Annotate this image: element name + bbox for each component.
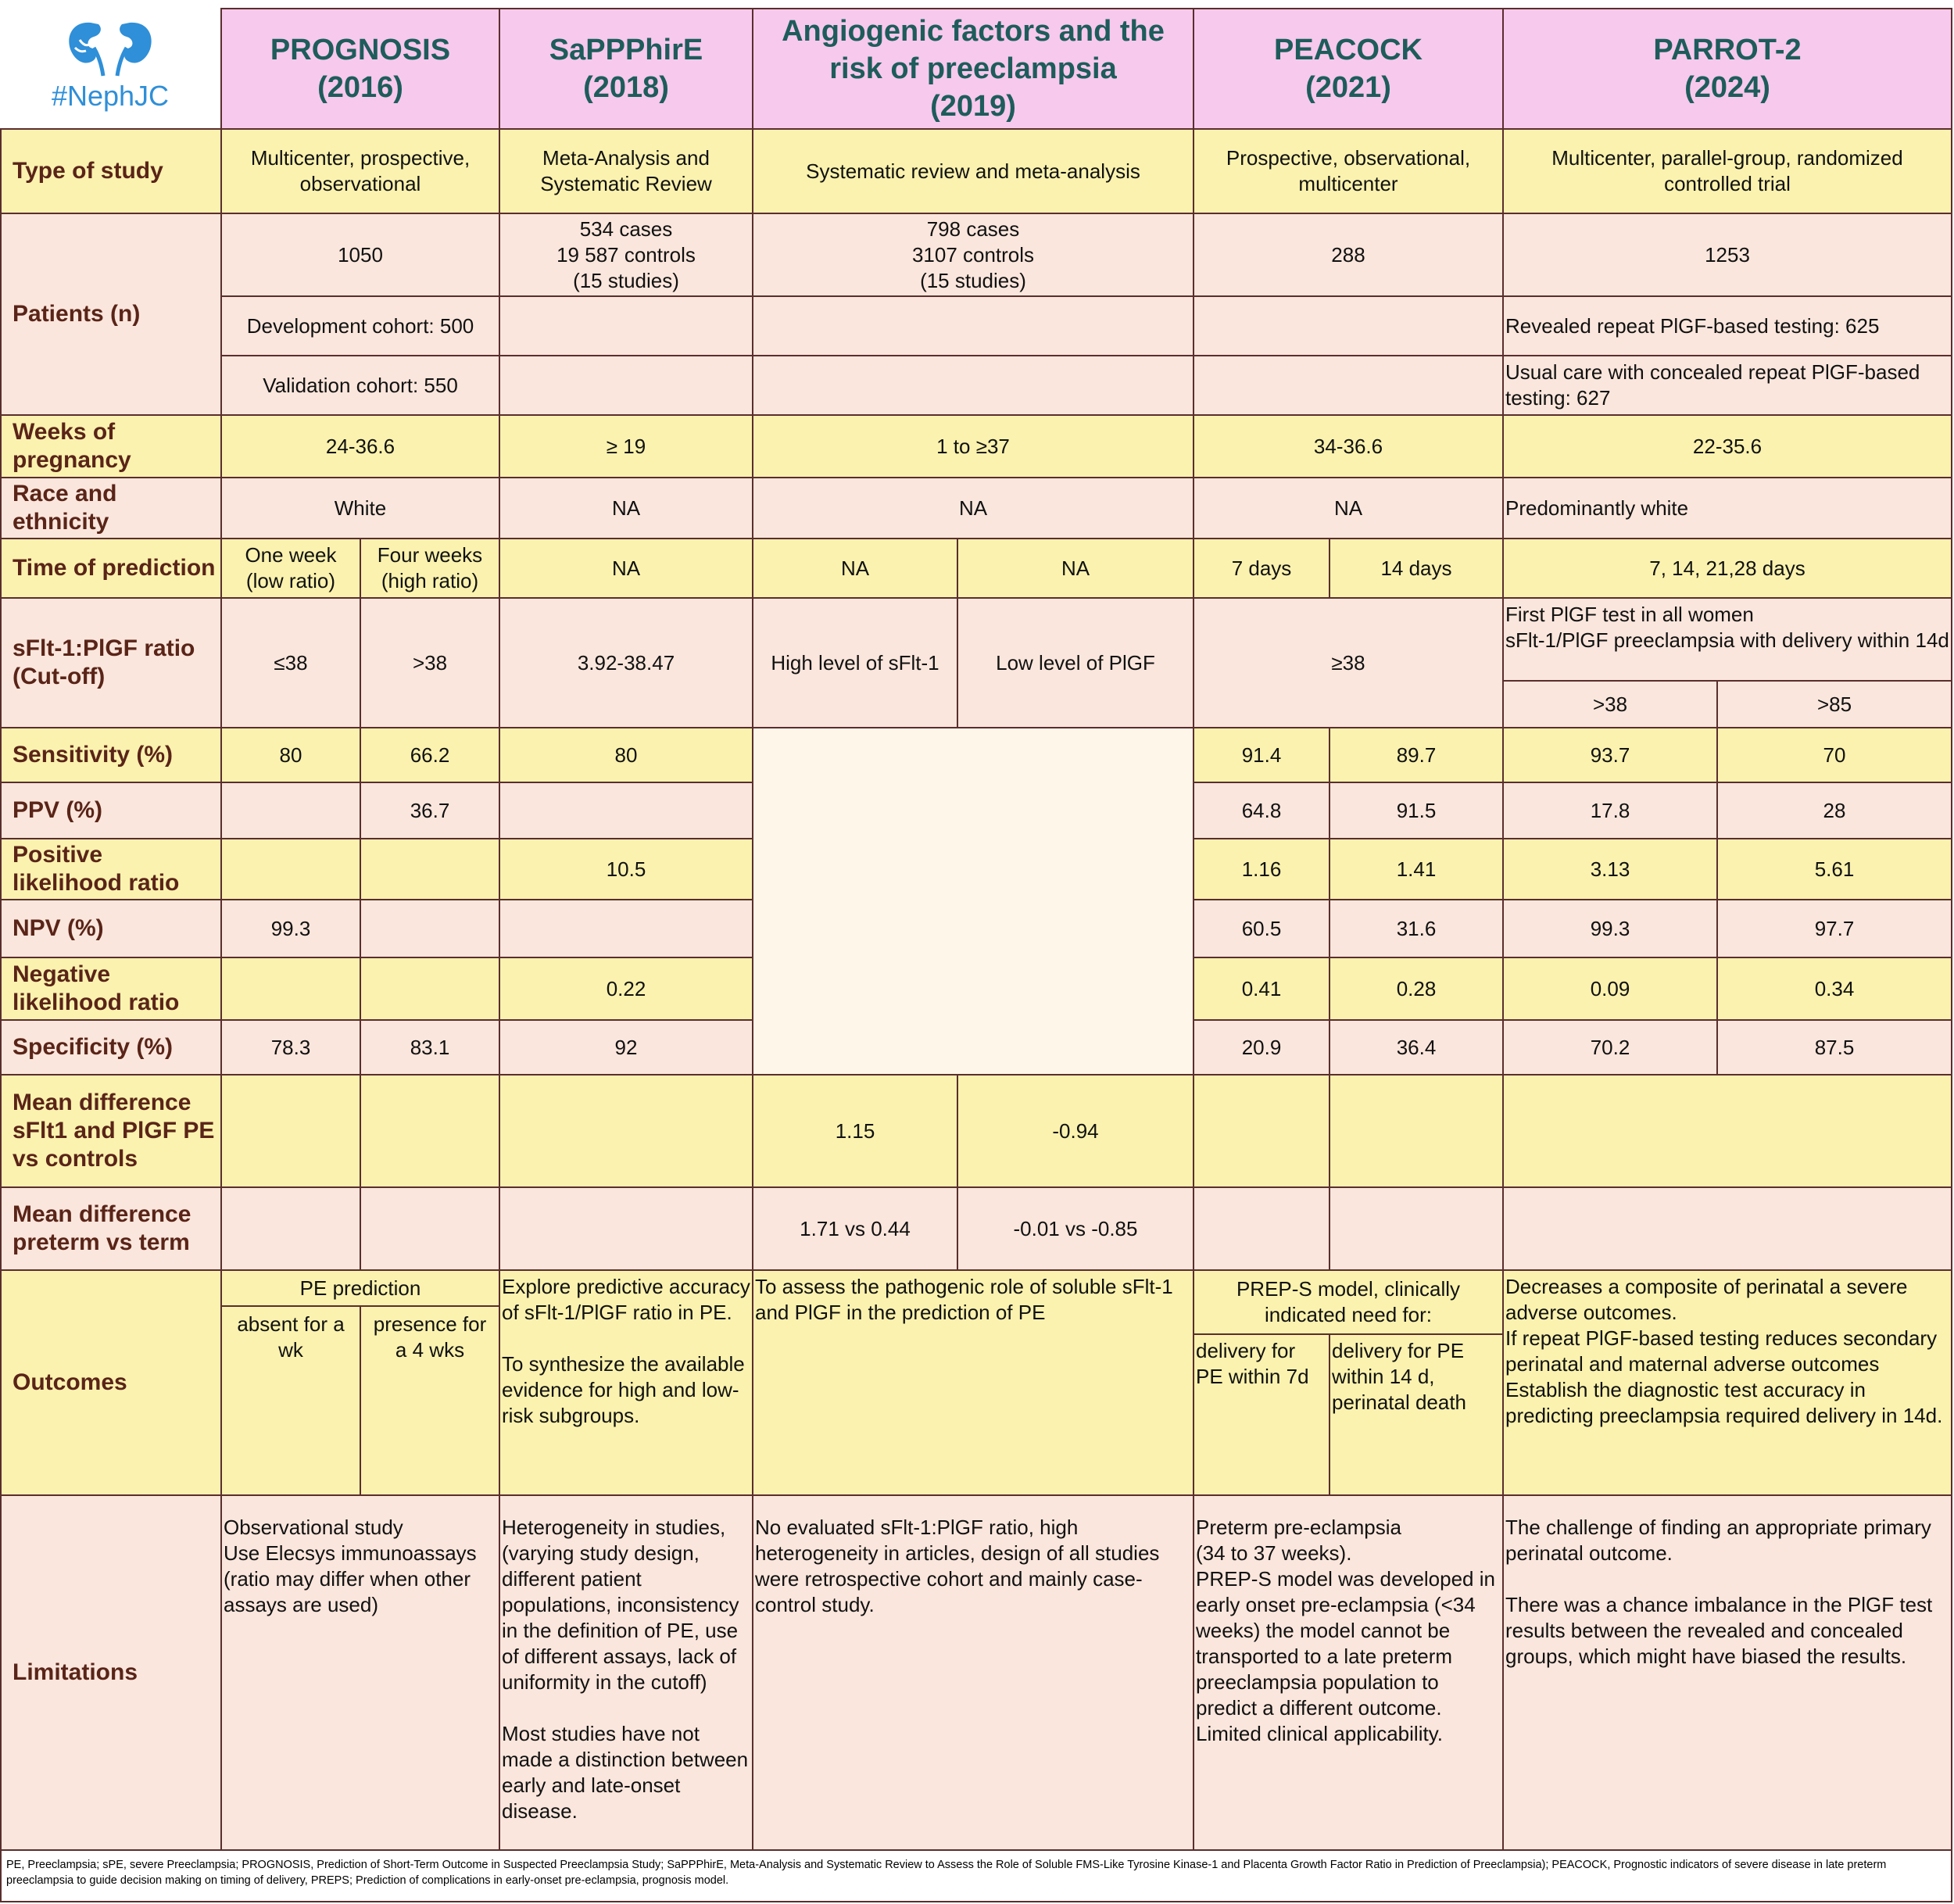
race-angiogenic: NA (752, 477, 1194, 539)
header-angiogenic: Angiogenic factors and the risk of preeclampsia (2019) (752, 8, 1194, 130)
kidney-icon (52, 16, 169, 79)
angiogenic-blank-block (752, 727, 1194, 1075)
ppv-sapphire (499, 782, 753, 839)
limitations-peacock: Preterm pre-eclampsia (34 to 37 weeks). PREP-S model was developed in early onset pre-eclampsia (<34 weeks) the model cannot be transported to a late preterm preeclampsia population to predict a different outcome. Limited clinical applicability. (1193, 1494, 1504, 1851)
race-parrot: Predominantly white (1502, 477, 1952, 539)
patients-val-cohort: Validation cohort: 550 (220, 355, 500, 416)
plr-parrot-b: 5.61 (1716, 838, 1952, 900)
spec-parrot-a: 70.2 (1502, 1019, 1718, 1075)
npv-peacock-b: 31.6 (1329, 899, 1504, 958)
sens-peacock-b: 89.7 (1329, 727, 1504, 783)
nlr-parrot-b: 0.34 (1716, 957, 1952, 1021)
npv-parrot-a: 99.3 (1502, 899, 1718, 958)
sens-prognosis-a: 80 (220, 727, 361, 783)
header-prognosis: PROGNOSIS (2016) (220, 8, 500, 130)
mdiff-angiogenic-a: 1.15 (752, 1074, 958, 1188)
nlr-peacock-b: 0.28 (1329, 957, 1504, 1021)
nlr-prognosis-b (360, 957, 500, 1021)
ratio-parrot-a: >38 (1502, 680, 1718, 728)
header-peacock: PEACOCK (2021) (1193, 8, 1504, 130)
nlr-parrot-a: 0.09 (1502, 957, 1718, 1021)
npv-peacock-a: 60.5 (1193, 899, 1330, 958)
mterm-prognosis-b (360, 1186, 500, 1271)
nlr-peacock-a: 0.41 (1193, 957, 1330, 1021)
label-nlr: Negative likelihood ratio (0, 957, 222, 1021)
patients-prognosis: 1050 (220, 213, 500, 297)
mdiff-angiogenic-b: -0.94 (957, 1074, 1194, 1188)
ppv-peacock-a: 64.8 (1193, 782, 1330, 839)
limitations-sapphire: Heterogeneity in studies, (varying study design, different patient populations, inconsistency in the definition of PE, use of different assays, lack of uniformity in the cutoff) Most studies have not made a distinction between early and late-onset disease. (499, 1494, 753, 1851)
patients-empty (1193, 355, 1504, 416)
time-peacock-b: 14 days (1329, 538, 1504, 599)
outcomes-prognosis-b: presence for a 4 wks (360, 1305, 500, 1496)
ppv-prognosis-b: 36.7 (360, 782, 500, 839)
outcomes-peacock-header: PREP-S model, clinically indicated need for: (1193, 1269, 1504, 1335)
limitations-parrot: The challenge of finding an appropriate primary perinatal outcome. There was a chance imbalance in the PlGF test results between the revealed and concealed groups, which might have biased the results. (1502, 1494, 1952, 1851)
label-type-of-study: Type of study (0, 128, 222, 214)
patients-empty (1193, 295, 1504, 356)
patients-sapphire: 534 cases 19 587 controls (15 studies) (499, 213, 753, 297)
ratio-peacock: ≥38 (1193, 597, 1504, 728)
mterm-sapphire (499, 1186, 753, 1271)
patients-angiogenic: 798 cases 3107 controls (15 studies) (752, 213, 1194, 297)
type-peacock: Prospective, observational, multicenter (1193, 128, 1504, 214)
mdiff-sapphire (499, 1074, 753, 1188)
label-ratio: sFlt-1:PlGF ratio (Cut-off) (0, 597, 222, 728)
patients-dev-cohort: Development cohort: 500 (220, 295, 500, 356)
plr-prognosis-b (360, 838, 500, 900)
outcomes-peacock-a: delivery for PE within 7d (1193, 1333, 1330, 1496)
mterm-angiogenic-a: 1.71 vs 0.44 (752, 1186, 958, 1271)
mdiff-peacock-a (1193, 1074, 1330, 1188)
weeks-parrot: 22-35.6 (1502, 414, 1952, 478)
nephjc-logo (0, 0, 220, 130)
label-mean-diff: Mean difference sFlt1 and PlGF PE vs controls (0, 1074, 222, 1188)
mterm-parrot (1502, 1186, 1952, 1271)
npv-prognosis-a: 99.3 (220, 899, 361, 958)
label-outcomes: Outcomes (0, 1269, 222, 1496)
patients-empty (499, 355, 753, 416)
weeks-peacock: 34-36.6 (1193, 414, 1504, 478)
label-specificity: Specificity (%) (0, 1019, 222, 1075)
patients-parrot-revealed: Revealed repeat PlGF-based testing: 625 (1502, 295, 1952, 356)
label-npv: NPV (%) (0, 899, 222, 958)
label-time: Time of prediction (0, 538, 222, 599)
ppv-prognosis-a (220, 782, 361, 839)
mterm-angiogenic-b: -0.01 vs -0.85 (957, 1186, 1194, 1271)
nlr-sapphire: 0.22 (499, 957, 753, 1021)
nlr-prognosis-a (220, 957, 361, 1021)
spec-sapphire: 92 (499, 1019, 753, 1075)
label-sensitivity: Sensitivity (%) (0, 727, 222, 783)
label-mean-term: Mean difference preterm vs term (0, 1186, 222, 1271)
mterm-prognosis-a (220, 1186, 361, 1271)
ratio-angiogenic-a: High level of sFlt-1 (752, 597, 958, 728)
weeks-sapphire: ≥ 19 (499, 414, 753, 478)
npv-sapphire (499, 899, 753, 958)
patients-empty (752, 355, 1194, 416)
sens-prognosis-b: 66.2 (360, 727, 500, 783)
time-sapphire: NA (499, 538, 753, 599)
header-sapphire: SaPPPhirE (2018) (499, 8, 753, 130)
mdiff-prognosis-a (220, 1074, 361, 1188)
ppv-parrot-b: 28 (1716, 782, 1952, 839)
outcomes-peacock-b: delivery for PE within 14 d, perinatal death (1329, 1333, 1504, 1496)
label-weeks: Weeks of pregnancy (0, 414, 222, 478)
spec-prognosis-a: 78.3 (220, 1019, 361, 1075)
type-angiogenic: Systematic review and meta-analysis (752, 128, 1194, 214)
plr-prognosis-a (220, 838, 361, 900)
label-ppv: PPV (%) (0, 782, 222, 839)
weeks-prognosis: 24-36.6 (220, 414, 500, 478)
type-prognosis: Multicenter, prospective, observational (220, 128, 500, 214)
ratio-prognosis-a: ≤38 (220, 597, 361, 728)
mdiff-parrot (1502, 1074, 1952, 1188)
plr-sapphire: 10.5 (499, 838, 753, 900)
plr-parrot-a: 3.13 (1502, 838, 1718, 900)
ratio-angiogenic-b: Low level of PlGF (957, 597, 1194, 728)
ratio-parrot-header: First PlGF test in all women sFlt-1/PlGF preeclampsia with delivery within 14d (1502, 597, 1952, 682)
patients-peacock: 288 (1193, 213, 1504, 297)
race-prognosis: White (220, 477, 500, 539)
time-angiogenic-a: NA (752, 538, 958, 599)
limitations-prognosis: Observational study Use Elecsys immunoassays (ratio may differ when other assays are used) (220, 1494, 500, 1851)
plr-peacock-a: 1.16 (1193, 838, 1330, 900)
ppv-peacock-b: 91.5 (1329, 782, 1504, 839)
sens-parrot-a: 93.7 (1502, 727, 1718, 783)
spec-peacock-b: 36.4 (1329, 1019, 1504, 1075)
type-parrot: Multicenter, parallel-group, randomized controlled trial (1502, 128, 1952, 214)
type-sapphire: Meta-Analysis and Systematic Review (499, 128, 753, 214)
time-prognosis-b: Four weeks (high ratio) (360, 538, 500, 599)
patients-empty (499, 295, 753, 356)
mterm-peacock-a (1193, 1186, 1330, 1271)
sens-parrot-b: 70 (1716, 727, 1952, 783)
spec-parrot-b: 87.5 (1716, 1019, 1952, 1075)
ppv-parrot-a: 17.8 (1502, 782, 1718, 839)
mdiff-prognosis-b (360, 1074, 500, 1188)
ratio-prognosis-b: >38 (360, 597, 500, 728)
time-prognosis-a: One week (low ratio) (220, 538, 361, 599)
outcomes-parrot: Decreases a composite of perinatal a severe adverse outcomes. If repeat PlGF-based testing reduces secondary perinatal and maternal adverse outcomes Establish the diagnostic test accuracy in predicting preeclampsia required delivery in 14d. (1502, 1269, 1952, 1496)
label-patients: Patients (n) (0, 213, 222, 416)
limitations-angiogenic: No evaluated sFlt-1:PlGF ratio, high heterogeneity in articles, design of all studies were retrospective cohort and mainly case-control study. (752, 1494, 1194, 1851)
outcomes-angiogenic: To assess the pathogenic role of soluble sFlt-1 and PlGF in the prediction of PE (752, 1269, 1194, 1496)
race-sapphire: NA (499, 477, 753, 539)
sens-sapphire: 80 (499, 727, 753, 783)
plr-peacock-b: 1.41 (1329, 838, 1504, 900)
time-peacock-a: 7 days (1193, 538, 1330, 599)
patients-empty (752, 295, 1194, 356)
label-plr: Positive likelihood ratio (0, 838, 222, 900)
spec-prognosis-b: 83.1 (360, 1019, 500, 1075)
sens-peacock-a: 91.4 (1193, 727, 1330, 783)
spec-peacock-a: 20.9 (1193, 1019, 1330, 1075)
time-parrot: 7, 14, 21,28 days (1502, 538, 1952, 599)
race-peacock: NA (1193, 477, 1504, 539)
npv-prognosis-b (360, 899, 500, 958)
outcomes-sapphire: Explore predictive accuracy of sFlt-1/PlGF ratio in PE. To synthesize the available evidence for high and low-risk subgroups. (499, 1269, 753, 1496)
weeks-angiogenic: 1 to ≥37 (752, 414, 1194, 478)
footnote: PE, Preeclampsia; sPE, severe Preeclampsia; PROGNOSIS, Prediction of Short-Term Outcome in Suspected Preeclampsia Study; SaPPPhirE, Meta-Analysis and Systematic Review to Assess the Role of Soluble FMS-Like Tyrosine Kinase-1 and Placenta Growth Factor Ratio in Prediction of Preeclampsia); PEACOCK, Prognostic indicators of severe disease in late preterm preeclampsia to guide decision making on timing of delivery, PREPS; Prediction of complications in early-onset pre-eclampsia, prognosis model. (0, 1849, 1952, 1902)
outcomes-prognosis-a: absent for a wk (220, 1305, 361, 1496)
outcomes-prognosis-header: PE prediction (220, 1269, 500, 1307)
mdiff-peacock-b (1329, 1074, 1504, 1188)
patients-parrot-usual: Usual care with concealed repeat PlGF-based testing: 627 (1502, 355, 1952, 416)
patients-parrot: 1253 (1502, 213, 1952, 297)
mterm-peacock-b (1329, 1186, 1504, 1271)
label-limitations: Limitations (0, 1494, 222, 1851)
label-race: Race and ethnicity (0, 477, 222, 539)
ratio-sapphire: 3.92-38.47 (499, 597, 753, 728)
ratio-parrot-b: >85 (1716, 680, 1952, 728)
header-parrot: PARROT-2 (2024) (1502, 8, 1952, 130)
npv-parrot-b: 97.7 (1716, 899, 1952, 958)
time-angiogenic-b: NA (957, 538, 1194, 599)
logo-text: #NephJC (51, 80, 170, 112)
